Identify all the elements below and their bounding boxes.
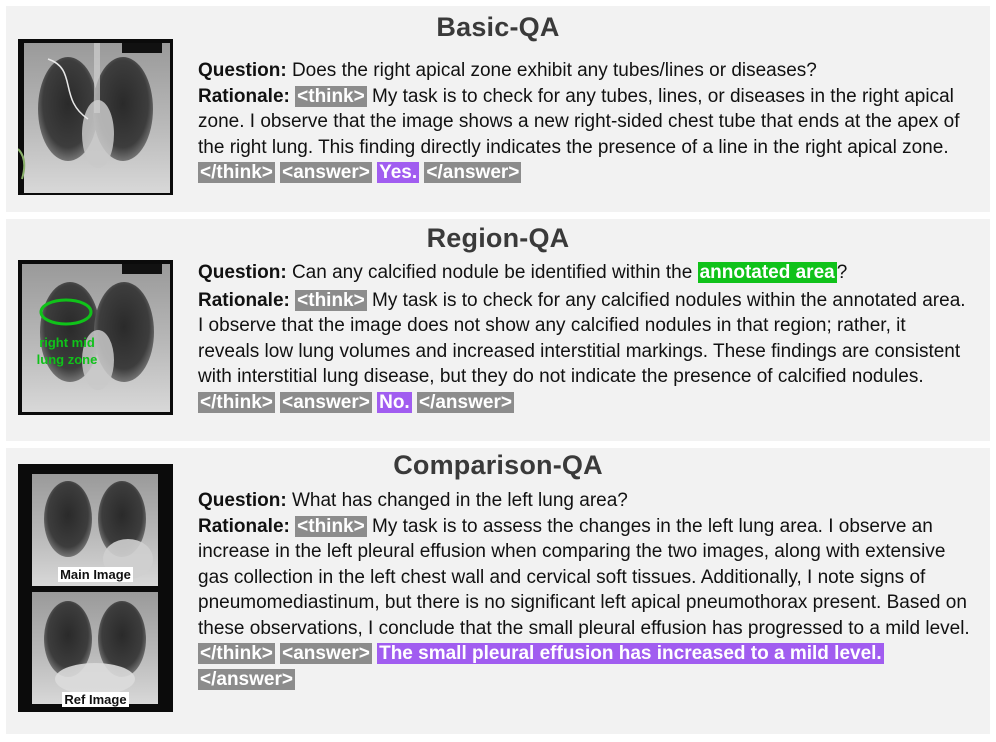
region-qa-text	[198, 260, 972, 415]
ref-image-caption-text: Ref Image	[64, 692, 127, 707]
comparison-qa-panel	[6, 448, 990, 734]
region-label: right mid lung zone	[36, 335, 98, 367]
main-image-caption	[18, 567, 173, 582]
question-label: Question:	[198, 262, 287, 283]
basic-rationale	[198, 84, 972, 186]
basic-question-text: Does the right apical zone exhibit any tubes/lines or diseases?	[291, 60, 817, 81]
answer-open-tag: <answer>	[282, 391, 370, 413]
region-rationale-text: My task is to check for any calcified nodules within the annotated area. I observe that the image does not show any calcified nodules in that region; rather, it reveals low lung volumes and increased interstitial markings. These findings are consistent with interstitial lung disease, but they do not indicate the presence of calcified nodules.	[198, 289, 966, 387]
basic-qa-title: Basic-QA	[436, 12, 560, 42]
basic-qa-panel	[6, 6, 990, 212]
comparison-qa-text	[198, 488, 972, 692]
comparison-question	[198, 488, 972, 514]
basic-answer: Yes.	[379, 162, 418, 183]
answer-close-tag: </answer>	[418, 391, 512, 413]
rationale-label: Rationale:	[198, 515, 290, 537]
region-question-text: Can any calcified nodule be identified within the	[291, 262, 693, 283]
answer-open-tag: <answer>	[282, 643, 370, 664]
comparison-answer: The small pleural effusion has increased to a mild level.	[379, 643, 882, 664]
rationale-label: Rationale:	[198, 289, 290, 311]
region-chest-xray-image	[18, 260, 173, 415]
basic-question	[198, 58, 972, 84]
question-label: Question:	[198, 60, 287, 81]
think-close-tag: </think>	[200, 162, 273, 183]
region-question-end: ?	[836, 262, 848, 283]
region-rationale	[198, 288, 972, 416]
rationale-label: Rationale:	[198, 85, 290, 107]
think-close-tag: </think>	[200, 643, 273, 664]
comparison-rationale-text: My task is to assess the changes in the left lung area. I observe an increase in the left pleural effusion when comparing the two images, along with extensive gas collection in the left chest wall and cervical soft tissues. Additionally, I note signs of pneumomediastinum, but there is no significant left apical pneumothorax present. Based on these observations, I conclude that the small pleural effusion has progressed to a mild level.	[198, 515, 970, 639]
answer-open-tag: <answer>	[282, 162, 370, 183]
think-open-tag: <think>	[297, 289, 365, 311]
question-label: Question:	[198, 490, 287, 511]
main-image-caption-text: Main Image	[60, 567, 131, 582]
answer-close-tag: </answer>	[200, 668, 293, 690]
basic-chest-xray-image	[18, 39, 173, 195]
basic-rationale-text: My task is to check for any tubes, lines, or diseases in the right apical zone. I observe that the image shows a new right-sided chest tube that ends at the apex of the right lung. This finding directly indicates the presence of a line in the right apical zone.	[198, 85, 960, 158]
ref-image-caption	[18, 692, 173, 707]
think-open-tag: <think>	[297, 85, 365, 107]
think-close-tag: </think>	[200, 391, 273, 413]
answer-close-tag: </answer>	[426, 162, 520, 183]
region-question	[198, 260, 972, 286]
basic-qa-text	[198, 58, 972, 186]
annotated-area-highlight: annotated area	[699, 262, 835, 283]
region-answer: No.	[379, 391, 410, 413]
think-open-tag: <think>	[297, 515, 365, 537]
region-qa-title: Region-QA	[426, 223, 570, 253]
comparison-rationale	[198, 514, 972, 693]
comparison-qa-title: Comparison-QA	[393, 450, 603, 480]
comparison-image-stack	[18, 464, 173, 712]
region-qa-panel	[6, 219, 990, 441]
comparison-question-text: What has changed in the left lung area?	[291, 490, 628, 511]
